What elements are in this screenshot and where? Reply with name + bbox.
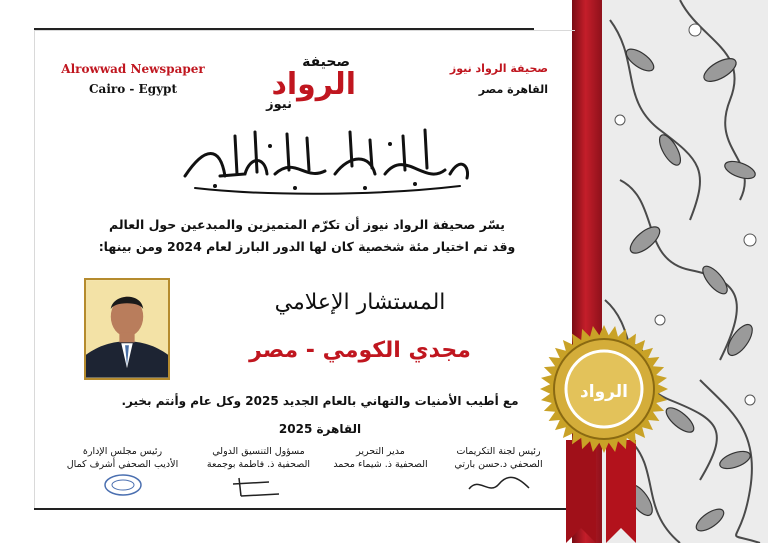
handwritten-signature-mark	[229, 474, 289, 500]
logo-word-main: الرواد	[271, 67, 356, 102]
honoree-name: مجدي الكومي - مصر	[249, 338, 471, 363]
intro-line-2: وقد تم اختيار مئة شخصية كان لها الدور البارز لعام 2024 ومن بينها:	[98, 239, 516, 254]
seal-text: الرواد	[580, 382, 628, 402]
frame-top-accent	[34, 28, 534, 30]
honoree-title: المستشار الإعلامي	[274, 290, 446, 315]
signature-board-chairman	[60, 445, 185, 496]
stamp-icon	[103, 474, 143, 496]
location-arabic: القاهرة مصر	[478, 83, 548, 96]
signature-role: رئيس مجلس الإدارة	[82, 446, 163, 457]
signature-person: الصحفي د.حسن بارتي	[454, 459, 543, 470]
new-year-wishes: مع أطيب الأمنيات والتهاني بالعام الجديد 2025 وكل عام وأنتم بخير.	[121, 394, 519, 408]
signature-role: مسؤول التنسيق الدولي	[212, 446, 305, 457]
intro-line-1: يسّر صحيفة الرواد نيوز أن تكرّم المتميزين والمبدعين حول العالم	[109, 217, 505, 232]
signature-person: الأديب الصحفي أشرف كمال	[66, 459, 179, 470]
seal-ribbon-tails	[556, 440, 646, 543]
signature-role: رئيس لجنة التكريمات	[456, 446, 541, 457]
calligraphy-title	[175, 126, 475, 200]
city-year: القاهرة 2025	[278, 422, 362, 436]
gold-seal-badge	[538, 323, 670, 455]
newspaper-name-english: Alrowwad Newspaper	[61, 62, 205, 76]
handwritten-signature-mark	[464, 474, 534, 496]
newspaper-name-arabic: صحيفة الرواد نيوز	[449, 62, 548, 75]
logo-word-top: صحيفة	[302, 54, 350, 70]
newspaper-header-english	[58, 62, 208, 96]
frame-bottom-accent	[34, 508, 574, 510]
signature-international-coordinator	[196, 445, 321, 500]
honoree-photo	[84, 278, 170, 380]
signature-role: مدير التحرير	[356, 446, 405, 457]
logo-word-bottom: نيوز	[266, 97, 292, 112]
newspaper-header-arabic	[430, 62, 548, 96]
certificate-intro	[70, 214, 544, 258]
signature-person: الصحفية ذ. شيماء محمد	[333, 459, 428, 470]
alrowwad-logo	[246, 50, 364, 112]
signature-person: الصحفية ذ. فاطمة بوجمعة	[206, 459, 311, 470]
signature-managing-editor	[318, 445, 443, 471]
location-english: Cairo - Egypt	[89, 82, 177, 96]
